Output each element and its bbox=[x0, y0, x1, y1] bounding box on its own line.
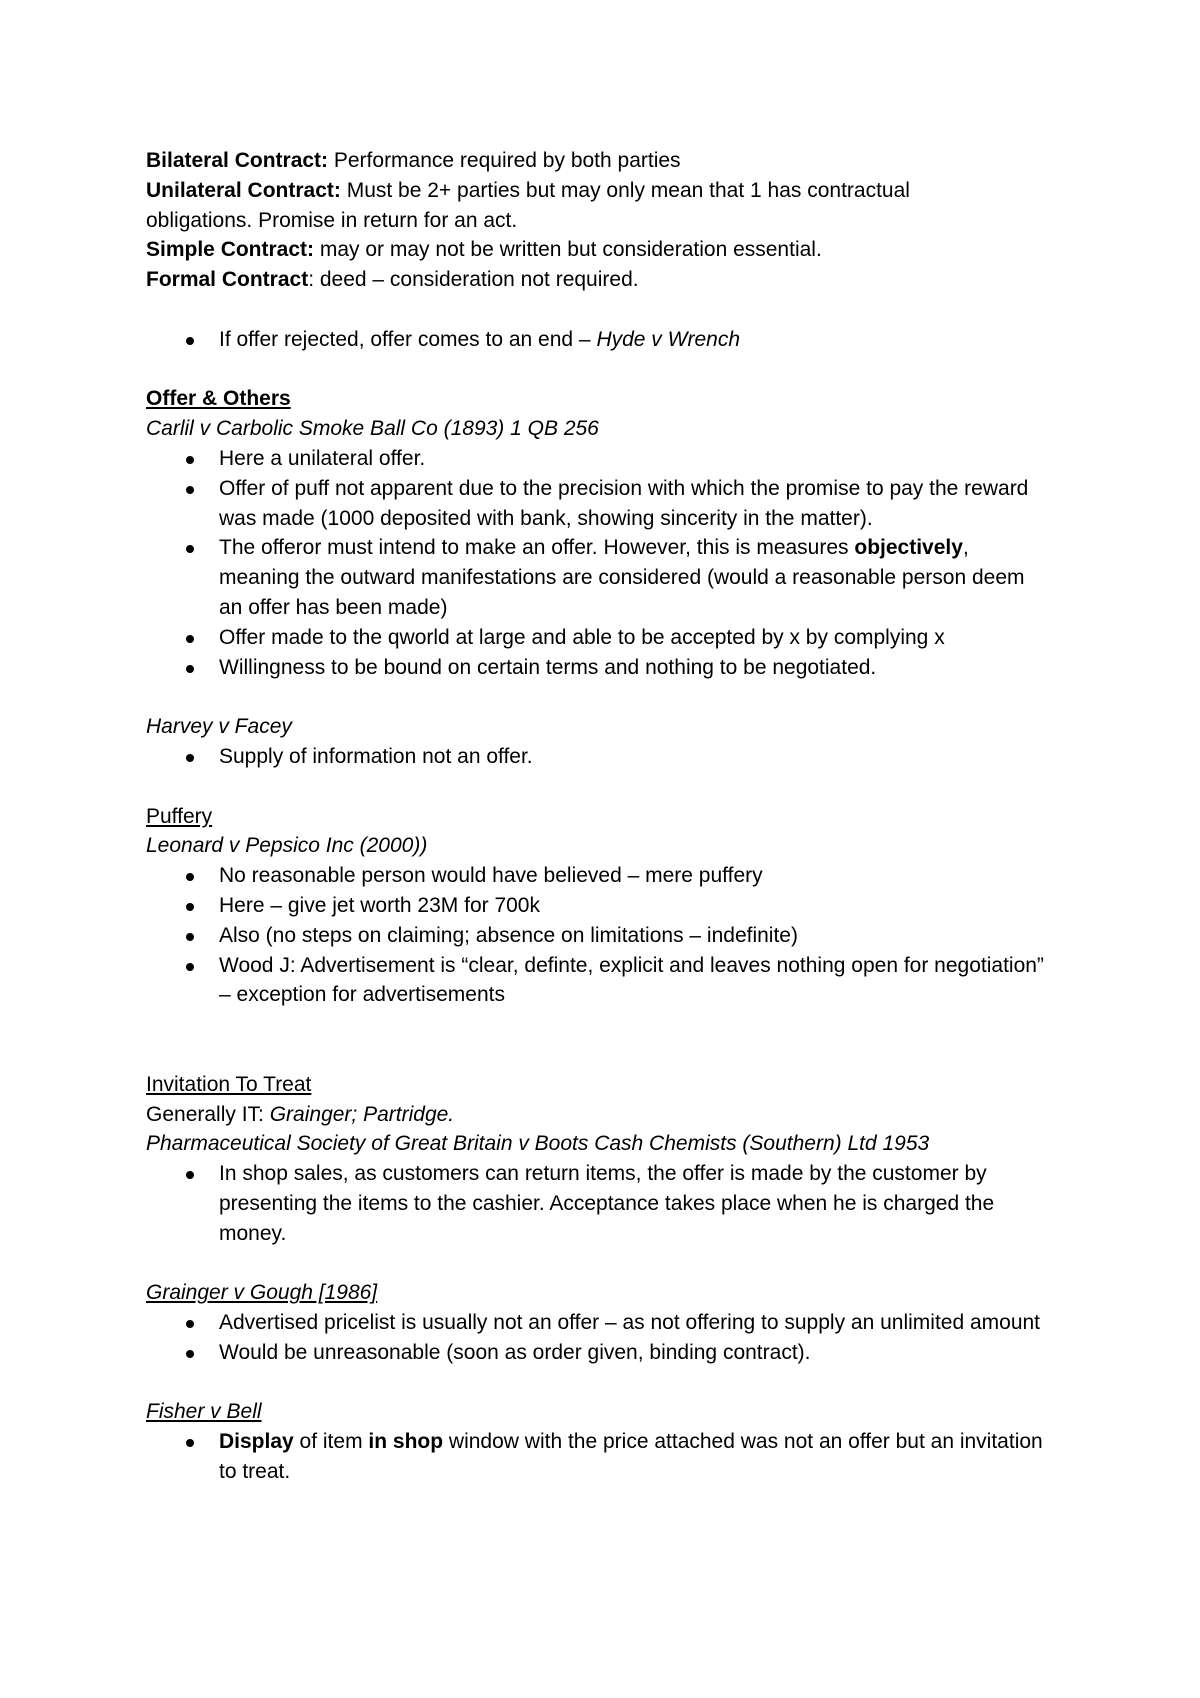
bullet-icon bbox=[186, 665, 194, 673]
case-title-leonard: Leonard v Pepsico Inc (2000)) bbox=[146, 834, 428, 858]
list-item: The offeror must intend to make an offer. However, this is measures objectively, meaning the outward manifestations are considered (would a reasonable person deem an offer has been made) bbox=[146, 533, 1046, 622]
heading-invitation-to-treat: Invitation To Treat bbox=[146, 1072, 312, 1096]
bullet-icon bbox=[186, 1320, 194, 1328]
list-item: Here – give jet worth 23M for 700k bbox=[146, 891, 1046, 921]
heading-puffery: Puffery bbox=[146, 804, 213, 828]
rejection-list bbox=[146, 325, 1046, 355]
list-item: Willingness to be bound on certain terms and nothing to be negotiated. bbox=[146, 653, 1046, 683]
case-title-boots: Pharmaceutical Society of Great Britain v Boots Cash Chemists (Southern) Ltd 1953 bbox=[146, 1132, 930, 1156]
list-item: Display of item in shop window with the price attached was not an offer but an invitation to treat. bbox=[146, 1427, 1046, 1487]
list-item: Would be unreasonable (soon as order given, binding contract). bbox=[146, 1338, 1046, 1368]
definition-formal: Formal Contract: deed – consideration not required. bbox=[146, 268, 639, 292]
list-item: Offer of puff not apparent due to the precision with which the promise to pay the reward was made (1000 deposited with bank, showing sincerity in the matter). bbox=[146, 474, 1046, 534]
harvey-points bbox=[146, 742, 1046, 772]
case-title-fisher: Fisher v Bell bbox=[146, 1400, 262, 1424]
list-item: Wood J: Advertisement is “clear, definte, explicit and leaves nothing open for negotiation” – exception for advertisements bbox=[146, 951, 1046, 1011]
definition-unilateral-cont: obligations. Promise in return for an act. bbox=[146, 208, 518, 232]
bullet-icon bbox=[186, 903, 194, 911]
leonard-points bbox=[146, 861, 1046, 1010]
bullet-icon bbox=[186, 873, 194, 881]
bullet-icon bbox=[186, 933, 194, 941]
carlil-points bbox=[146, 444, 1046, 682]
bullet-icon bbox=[186, 963, 194, 971]
bullet-icon bbox=[186, 545, 194, 553]
bullet-icon bbox=[186, 1350, 194, 1358]
bullet-icon bbox=[186, 1439, 194, 1447]
list-item: Also (no steps on claiming; absence on limitations – indefinite) bbox=[146, 921, 1046, 951]
grainger-points bbox=[146, 1308, 1046, 1368]
bullet-icon bbox=[186, 337, 194, 345]
bullet-icon bbox=[186, 754, 194, 762]
list-item: In shop sales, as customers can return items, the offer is made by the customer by presenting the items to the cashier. Acceptance takes place when he is charged the money. bbox=[146, 1159, 1046, 1248]
heading-offer-others: Offer & Others bbox=[146, 387, 291, 411]
list-item: If offer rejected, offer comes to an end – Hyde v Wrench bbox=[146, 325, 1046, 355]
list-item: No reasonable person would have believed – mere puffery bbox=[146, 861, 1046, 891]
case-title-grainger: Grainger v Gough [1986] bbox=[146, 1281, 378, 1305]
bullet-icon bbox=[186, 456, 194, 464]
definition-simple: Simple Contract: may or may not be written but consideration essential. bbox=[146, 238, 822, 262]
bullet-icon bbox=[186, 486, 194, 494]
case-title-carlil: Carlil v Carbolic Smoke Ball Co (1893) 1 QB 256 bbox=[146, 417, 599, 441]
list-item: Here a unilateral offer. bbox=[146, 444, 1046, 474]
bullet-icon bbox=[186, 1171, 194, 1179]
definition-bilateral: Bilateral Contract: Performance required by both parties bbox=[146, 149, 681, 172]
list-item: Offer made to the qworld at large and able to be accepted by x by complying x bbox=[146, 623, 1046, 653]
case-title-harvey: Harvey v Facey bbox=[146, 715, 292, 739]
generally-it-line: Generally IT: Grainger; Partridge. bbox=[146, 1102, 455, 1126]
list-item: Advertised pricelist is usually not an offer – as not offering to supply an unlimited amount bbox=[146, 1308, 1046, 1338]
definition-unilateral: Unilateral Contract: Must be 2+ parties but may only mean that 1 has contractual bbox=[146, 178, 910, 202]
fisher-points bbox=[146, 1427, 1046, 1487]
document-page bbox=[146, 146, 1046, 1487]
boots-points bbox=[146, 1159, 1046, 1248]
bullet-icon bbox=[186, 635, 194, 643]
list-item: Supply of information not an offer. bbox=[146, 742, 1046, 772]
